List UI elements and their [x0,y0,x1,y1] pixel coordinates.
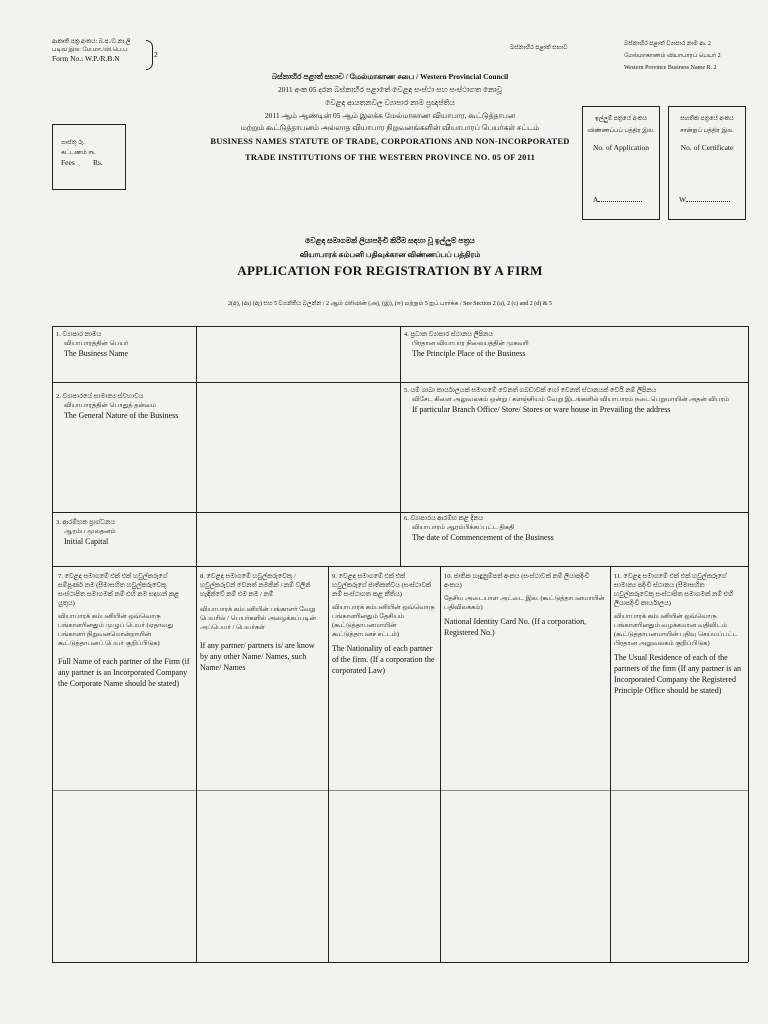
field6-si: ව්‍යාපාරය ආරම්භ කළ දිනය [410,515,484,522]
field1-si: ව්‍යාපාර නාමය [62,331,102,338]
field2-ta: வியாபாரத்தின் பொதுத் தன்மை [64,402,157,409]
field6-ta: வியாபாரம் ஆரம்பிக்கப்பட்ட திகதி [412,524,515,531]
form-number-block [52,38,152,64]
col-sep-3 [440,566,441,962]
section-reference: 2(අ), (ආ) (ඇ) සහ 5 වගන්තිය බලන්න / 2 ஆம் பிரிவின் (அ), (இ), (ஈ) மற்றும் 5 ஐப் பார்க்க / See Section 2 (a), 2 (c) and 2 (d) & 5 [228,301,552,307]
field4-ta: பிரதான வியாபார நிலையத்தின் முகவரி [412,340,529,347]
fees-en: Fees [61,158,75,167]
fees-rs: Rs. [93,158,103,167]
statute-en-2: TRADE INSTITUTIONS OF THE WESTERN PROVINCE NO. 05 OF 2011 [244,152,536,162]
statute-si-1: 2011 අංක 05 දරන බස්නාහිර පළාතේ වෙළඳ සංස්ථා සහ සංස්ථාගත නොවූ [277,85,503,94]
col10-en: National Identity Card No. (If a corporation, Registered No.) [444,617,587,637]
grid-row3 [52,566,748,567]
application-prefix-letter: A [593,195,599,204]
certificate-en: No. of Certificate [680,143,734,152]
field4-num: 4. [404,331,409,338]
col-nationality [332,572,436,676]
statute-ta-1: 2011 ஆம் ஆண்டின் 05 ஆம் இலக்க மேல்மாகாண வியாபார, கூட்டுத்தாபன [264,111,516,120]
col11-ta: வியாபாரக் கம்பனியின் ஒவ்வொரு பங்காளரினதும் வழக்கமான வதிவிடம் (கூட்டுத்தாபனமாயின் பதிவு செய்யப்பட்ட பிரதான அலுவலகம் குறிப்பிடுக) [614,613,738,647]
fees-box [52,124,126,190]
council-line: බස්නාහිර පළාත් සභාව / மேல்மாகாண சபை / Western Provincial Council [271,72,509,81]
form-number-ta: படிவ இல: மே.மா./வி.பெ.ப [52,47,128,53]
field2-num: 2. [56,393,61,400]
partner-nic-entry[interactable] [442,792,608,960]
col8-en: If any partner/ partners is/ are know by any other Name/ Names, such Name/ Names [200,641,315,672]
field6-en: The date of Commencement of the Business [412,533,554,542]
fees-si: ගාස්තු රු. [61,140,85,146]
field3-num: 3. [56,519,61,526]
grid-bottom [52,962,748,963]
grid-left [52,326,53,962]
business-name-input[interactable] [198,328,398,380]
app-title-si: වෙළඳ සමාගමක් ලියාපදිංචි කිරීම සඳහා වූ ඉල්ලුම් පත්‍රය [305,236,475,245]
field3-en: Initial Capital [64,537,109,546]
fees-ta: கட்டணம் ரூ. [61,150,96,156]
col10-si: ජාතික හැඳුනුම්පත් අංකය (සංස්ථාවක් නම් ලියාපදිංචි අංකය) [444,573,590,589]
col7-ta: வியாபாரக் கம்பனியின் ஒவ்வொரு பங்காளரினதும் முழுப் பெயர் (ஏதாவது பங்காளர் நிறுவனமொன்றாயின் கூட்டுத்தாபனப் பெயர் குறிப்பிடுக) [58,613,174,647]
col7-en: Full Name of each partner of the Firm (if any partner is an Incorporated Company the Corporate Name should be stated) [58,657,190,688]
col11-si: වෙළඳ සමාගමේ එක් එක් හවුල්කරුගේ සාමාන්‍ය පදිංචි ස්ථානය (සීමාසහිත හවුල්කරුවෙකු සංස්ථාපිත සමාගමක් නම් එහි ලියාපදිංචි කාර්යාලය) [614,573,734,607]
col8-ta: வியாபாரக் கம்பனியின் பங்காளர் வேறு பெயரில் / பெயர்களில் அழைக்கப்படின் அப்பெயர் / பெயர்கள் [200,606,316,631]
field-principal-place [404,330,744,359]
col10-num: 10. [444,573,453,580]
field-initial-capital [56,518,192,547]
grid-right [748,326,749,962]
field6-num: 6. [404,515,409,522]
col7-si: වෙළඳ සමාගමේ එක් එක් හවුල්කරුගේ සම්පූර්ණ නම (සීමාසහිත හවුල්කරුවෙකු සංස්ථාපිත සමාගමක් නම් එහි නම සඳහන් කළ යුතුය) [58,573,180,607]
field1-en: The Business Name [64,349,128,358]
form-number-si: ආකෘති පත්‍ර අංකය: බ.ප./ව.නා.ලි [52,39,131,45]
grid-v-label1 [196,326,197,566]
col-residence [614,572,744,696]
form-number-suffix: 2 [154,50,158,59]
certificate-si: සහතික පත්‍රයේ අංකය [680,116,734,122]
field3-si: ආරම්භක ප්‍රාග්ධනය [62,519,116,526]
field2-si: ව්‍යාපාරයේ සාමාන්‍ය ස්වභාවය [62,393,144,400]
field-general-nature [56,392,192,421]
statute-header [200,72,580,162]
general-nature-input[interactable] [198,384,398,510]
application-si: ඉල්ලුම් පත්‍රයේ අංකය [595,116,647,122]
application-number-box [582,106,660,220]
application-ta: விண்ணப்பப் பத்திர இல. [587,128,655,134]
ref-en: Western Province Business Name R. 2 [624,65,717,71]
col11-en: The Usual Residence of each of the partners of the firm (If any partner is an Incorporated Company the Registered Principle Office should be stated) [614,653,742,695]
field4-si: ප්‍රධාන ව්‍යාපාර ස්ථානය ලිපිනය [410,331,493,338]
col-sep-1 [196,566,197,962]
partner-name-entry[interactable] [54,792,194,960]
field-branch-office [404,386,744,415]
partner-residence-entry[interactable] [612,792,746,960]
col9-si: වෙළඳ සමාගමේ එක් එක් හවුල්කරුගේ ජාතිකත්වය (සංස්ථාවක් නම් සංස්ථාගත කළ නීතිය) [332,573,432,598]
grid-row4 [52,790,748,791]
statute-en-1: BUSINESS NAMES STATUTE OF TRADE, CORPORATIONS AND NON-INCORPORATED [210,136,570,146]
field3-ta: ஆரம்ப மூலதனம் [64,528,116,535]
certificate-ta: சான்றுப் பத்திர இல. [680,128,734,134]
statute-si-2: වෙළඳ ආයතනවල ව්‍යාපාර නාම ප්‍රඥප්තිය [325,98,455,107]
partner-nationality-entry[interactable] [330,792,438,960]
ref-si: බස්නාහිර පළාත් ව්‍යාපාර නාම ආ. 2 [624,41,711,47]
western-province-ref [624,40,754,72]
col8-si: වෙළඳ සමාගමේ හවුල්කරුවෙකු / හවුල්කරුවන් වෙනත් නමකින් / නම් වලින් හැඳින්වේ නම් එම නම / නම් [200,573,311,598]
application-prefix [593,195,642,205]
col9-ta: வியாபாரக் கம்பனியின் ஒவ்வொரு பங்காளரினதும் தேசியம் (கூட்டுத்தாபனமாயின் கூட்டுத்தாபனச் சட்டம்) [332,604,435,638]
col9-en: The Nationality of each partner of the firm. (If a corporation the corporated Law) [332,644,435,675]
certificate-number-box [668,106,746,220]
field5-si: යම් ශාඛා කාර්යාලයක් සමාගමේ වෙනත් ගබඩාවක් හෝ වෙනත් ස්ථානයක් වෙයි නම් ලිපිනය [410,387,657,394]
app-title-ta: வியாபாரக் கம்பனி பதிவுக்கான விண்ணப்பப் பத்திரம் [299,250,481,259]
application-title-block [160,236,620,279]
form-number-en: Form No.: W.P./R.B.N [52,54,120,63]
col11-num: 11. [614,573,622,580]
ref-ta: மேல்மாகாணம் வியாபாரப் பெயர் 2 [624,53,721,59]
field1-num: 1. [56,331,61,338]
col8-num: 8. [200,573,205,580]
statute-ta-2: மற்றும் கூட்டுத்தாபனம் அல்லாத வியாபார நிறுவனங்களின் வியாபாரப் பெயர்கள் சட்டம் [240,123,540,132]
col9-num: 9. [332,573,337,580]
col7-num: 7. [58,573,63,580]
col-full-name [58,572,192,689]
form-number-bracket [146,40,153,70]
partner-other-name-entry[interactable] [198,792,326,960]
field1-ta: வியாபாரத்தின் பெயர் [64,340,129,347]
council-short-label: බස්නාහිර පළාත් සභාව [510,45,568,51]
field2-en: The General Nature of the Business [64,411,179,420]
field-business-name [56,330,192,359]
col-sep-2 [328,566,329,962]
field4-en: The Principle Place of the Business [412,349,526,358]
field5-ta: விசேட கிளை அலுவலகம் ஒன்று / களஞ்சியம் வேறு இடங்களில் வியாபாரம் நடைபெறுமாயின் அதன் விபரம் [412,396,730,403]
col10-ta: தேசிய அடையாள அட்டை இல. (கூட்டுத்தாபனமாயின் பதிவிலக்கம்) [444,595,605,611]
col-other-names [200,572,324,673]
col-nic [444,572,606,638]
grid-v-mid [400,326,401,566]
application-en: No. of Application [592,143,650,152]
certificate-prefix [679,195,730,205]
app-title-en: APPLICATION FOR REGISTRATION BY A FIRM [237,263,543,278]
field-commencement-date [404,514,744,543]
field5-num: 5. [404,387,409,394]
certificate-prefix-letter: W [679,195,687,204]
field5-en: If particular Branch Office/ Store/ Stores or ware house in Prevailing the address [412,405,671,414]
initial-capital-input[interactable] [198,514,398,564]
col-sep-4 [610,566,611,962]
